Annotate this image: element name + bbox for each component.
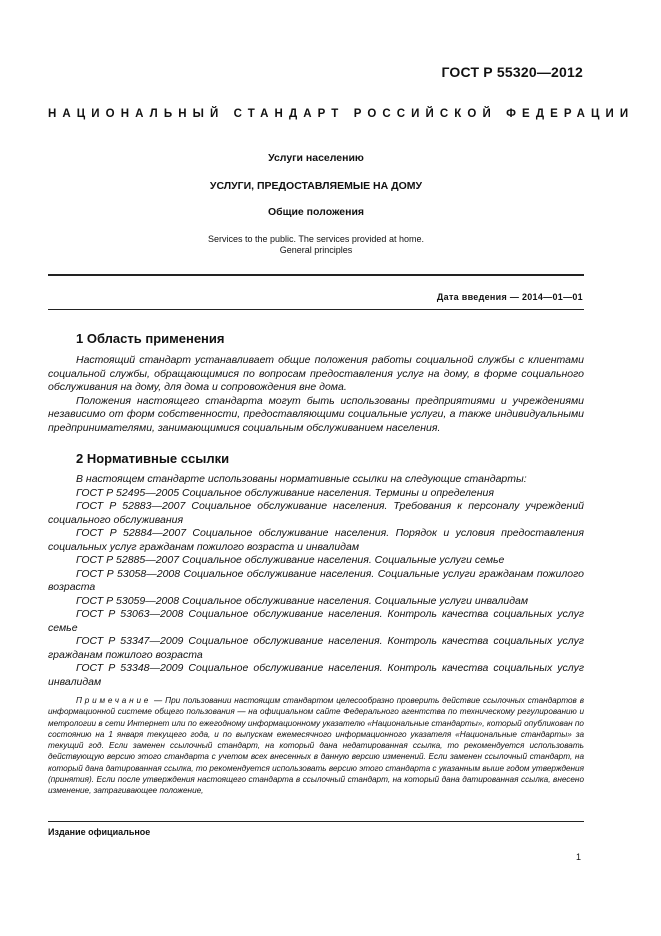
section-1-body xyxy=(48,354,584,435)
note-text: — При пользовании настоящим стандартом целесообразно проверить действие ссылочных стандартов в информационной системе общего пользования — на официальном сайте Федерального агентства по техническому регулированию и метрологии в сети Интернет или по ежегодному информационному указателю «Национальные стандарты», который опубликован по состоянию на 1 января текущего года, и по выпускам ежемесячного информационного указателя «Национальные стандарты» за текущий год. Если заменен ссылочный стандарт, на который дана недатированная ссылка, то рекомендуется использовать действующую версию этого стандарта с учетом всех внесенных в данную версию изменений. Если заменен ссылочный стандарт, на который дана датированная ссылка, то рекомендуется использовать версию этого стандарта с указанным выше годом утверждения (принятия). Если после утверждения настоящего стандарта в ссылочный стандарт, на который дана датированная ссылка, внесено изменение, затрагивающее положение, xyxy=(48,696,584,796)
edition-label: Издание официальное xyxy=(48,827,151,837)
reference-item: ГОСТ Р 52885—2007 Социальное обслуживание населения. Социальные услуги семье xyxy=(76,554,505,566)
date-divider xyxy=(48,309,584,310)
reference-item: ГОСТ Р 53348—2009 Социальное обслуживание населения. Контроль качества социальных услуг инвалидам xyxy=(48,662,584,688)
reference-item: ГОСТ Р 53058—2008 Социальное обслуживание населения. Социальные услуги гражданам пожилого возраста xyxy=(48,567,584,593)
reference-item: ГОСТ Р 53063—2008 Социальное обслуживание населения. Контроль качества социальных услуг семье xyxy=(48,608,584,634)
section-1-heading: 1 Область применения xyxy=(76,331,225,346)
title-line-3: Общие положения xyxy=(267,206,365,218)
effective-date: Дата введения — 2014—01—01 xyxy=(436,292,583,302)
footer-divider xyxy=(48,821,584,822)
note-paragraph xyxy=(48,695,584,797)
section-1-paragraph: Положения настоящего стандарта могут быть использованы предприятиями и учреждениями независимо от форм собственности, предоставляющими социальные услуги, а также индивидуальными предпринимателями, занимающимися социальным обслуживанием населения. xyxy=(48,394,584,434)
reference-item: ГОСТ Р 53347—2009 Социальное обслуживание населения. Контроль качества социальных услуг гражданам пожилого возраста xyxy=(48,635,584,661)
references-intro: В настоящем стандарте использованы нормативные ссылки на следующие стандарты: xyxy=(76,473,527,485)
reference-item: ГОСТ Р 53059—2008 Социальное обслуживание населения. Социальные услуги инвалидам xyxy=(76,594,529,607)
reference-item: ГОСТ Р 52883—2007 Социальное обслуживание населения. Требования к персоналу учреждений социального обслуживания xyxy=(48,500,584,526)
section-1-paragraph: Настоящий стандарт устанавливает общие положения работы социальной службы с клиентами социальной службы, обращающимися по вопросам предоставления услуг на дому, в форме социального обслуживания на дому, для дома и сопровождения вне дома. xyxy=(48,354,584,393)
reference-item: ГОСТ Р 52495—2005 Социальное обслуживание населения. Термины и определения xyxy=(76,486,494,499)
english-title-1: Services to the public. The services provided at home. xyxy=(208,234,424,244)
reference-item: ГОСТ Р 52884—2007 Социальное обслуживание населения. Порядок и условия предоставления социальных услуг гражданам пожилого возраста и инвалидам xyxy=(48,527,584,553)
national-standard-banner: НАЦИОНАЛЬНЫЙ СТАНДАРТ РОССИЙСКОЙ ФЕДЕРАЦИИ xyxy=(48,108,635,120)
title-line-2: УСЛУГИ, ПРЕДОСТАВЛЯЕМЫЕ НА ДОМУ xyxy=(209,180,423,192)
section-2-heading: 2 Нормативные ссылки xyxy=(76,451,230,466)
title-line-1: Услуги населению xyxy=(268,152,364,164)
section-2-body xyxy=(48,473,584,689)
english-title-2: General principles xyxy=(279,245,353,255)
standard-code: ГОСТ Р 55320—2012 xyxy=(441,64,583,80)
page-number: 1 xyxy=(575,852,581,862)
note-label: Примечание xyxy=(76,696,152,705)
title-divider xyxy=(48,274,584,276)
